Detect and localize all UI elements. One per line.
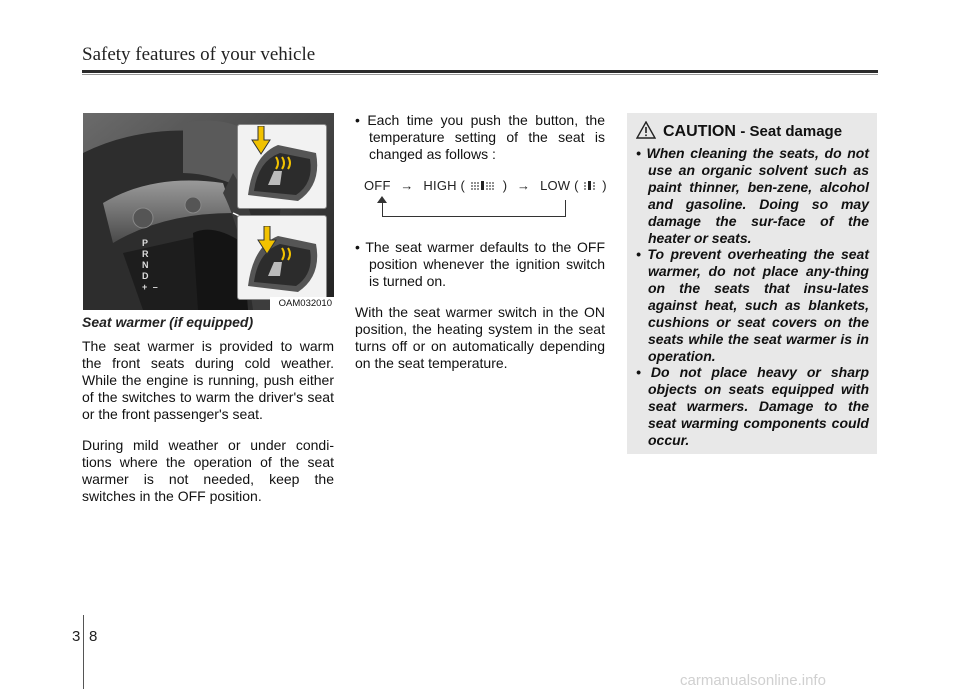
seq-high-close: ) [502, 178, 508, 193]
page-chapter-number: 3 [72, 628, 81, 645]
page-divider [83, 615, 84, 689]
shifter-letter: – [152, 282, 158, 292]
shifter-letter: P [142, 238, 149, 248]
switch-inset-bottom [237, 215, 327, 300]
shifter-letter: + [142, 282, 148, 292]
bullet-default-off: • The seat warmer defaults to the OFF position whenever the ignition switch is turned on. [355, 239, 605, 289]
seq-off: OFF [364, 178, 391, 193]
page-header-title: Safety features of your vehicle [82, 44, 316, 65]
caution-label: CAUTION [663, 123, 736, 140]
sequence-return-line [382, 200, 566, 217]
seq-low-open: LOW ( [540, 178, 579, 193]
caution-title [663, 123, 842, 141]
paragraph-mild-weather: During mild weather or under condi-tions where the operation of the seat warmer is not needed, keep the switches in the OFF position. [82, 437, 334, 504]
seat-heater-icon [582, 178, 598, 195]
caution-item: • Do not place heavy or sharp objects on seats equipped with seat warmers. Damage to the seat warming components could occur. [636, 364, 869, 448]
header-rule [82, 70, 878, 73]
seq-arrow: → [400, 178, 414, 193]
seq-low-close: ) [602, 178, 607, 193]
temperature-sequence [364, 178, 607, 195]
figure-caption: OAM032010 [270, 297, 334, 310]
shifter-letter: N [142, 260, 149, 270]
push-hand-icon [256, 226, 278, 256]
bullet-push-button: • Each time you push the button, the temperature setting of the seat is changed as follows : [355, 112, 605, 162]
seat-heater-icon [469, 178, 499, 195]
shifter-letter: R [142, 249, 149, 259]
paragraph-intro: The seat warmer is provided to warm the front seats during cold weather. While the engine is running, push either of the switches to warm the driver's seat or the front passenger's seat. [82, 338, 334, 422]
section-title: Seat warmer (if equipped) [82, 314, 254, 330]
warning-triangle-icon [636, 121, 656, 139]
shifter-letters [142, 238, 162, 293]
watermark: carmanualsonline.info [680, 672, 826, 689]
seq-arrow: → [517, 178, 531, 193]
seat-heater-icon [238, 216, 326, 299]
seq-high-open: HIGH ( [423, 178, 466, 193]
caution-item: • When cleaning the seats, do not use an organic solvent such as paint thinner, ben-zene, alcohol and gasoline. Doing so may damage the sur-face of the heater or seats. [636, 145, 869, 246]
paragraph-automatic: With the seat warmer switch in the ON position, the heating system in the seat turns off or on automatically depending on the seat temperature. [355, 304, 605, 371]
caution-subtitle: - Seat damage [740, 123, 843, 140]
shifter-letter: D [142, 271, 149, 281]
push-hand-icon [250, 126, 272, 156]
header-rule-thin [82, 74, 878, 75]
caution-item: • To prevent overheating the seat warmer, do not place any-thing on the seats that insu-lates against heat, such as blankets, cushions or seat covers on the seats while the seat warmer is in operation. [636, 246, 869, 364]
page-number: 8 [89, 628, 98, 645]
